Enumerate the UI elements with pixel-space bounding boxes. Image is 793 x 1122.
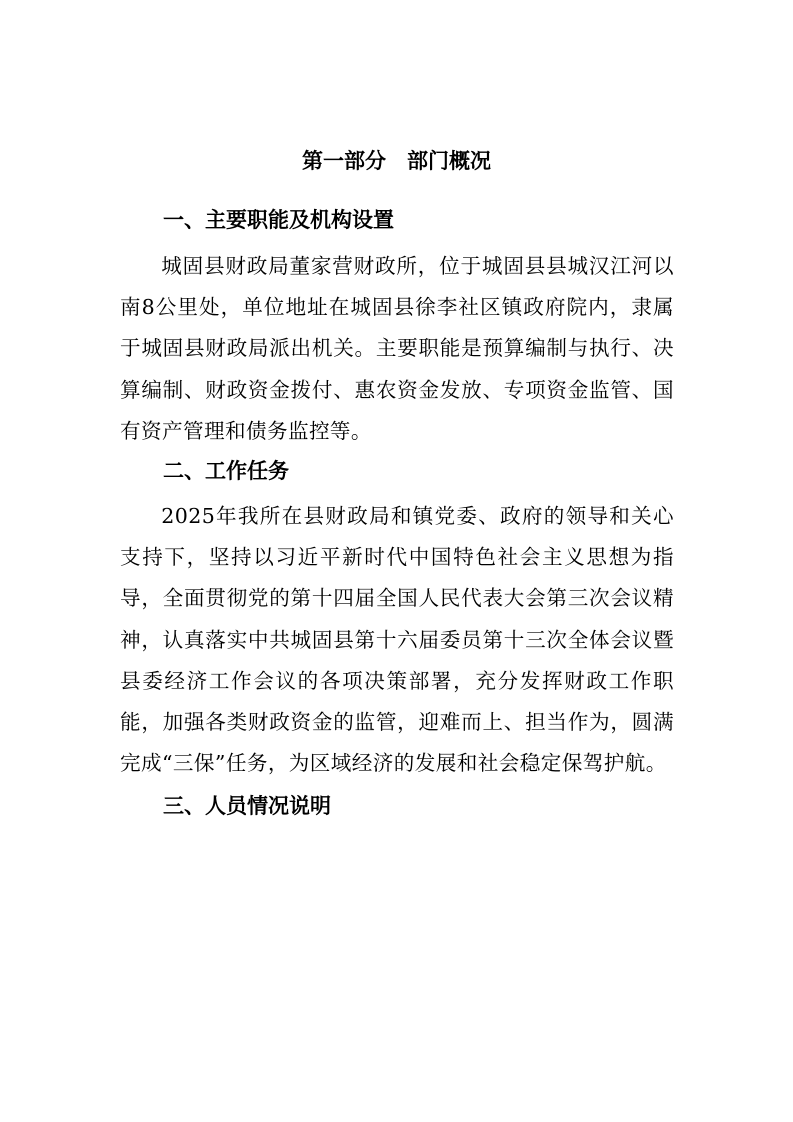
- section-paragraph-tasks: 2025年我所在县财政局和镇党委、政府的领导和关心支持下，坚持以习近平新时代中国特色社会主义思想为指导，全面贯彻党的第十四届全国人民代表大会第三次会议精神，认真落实中共城固县第十六届委员第十三次全体会议暨县委经济工作会议的各项决策部署，充分发挥财政工作职能，加强各类财政资金的监管，迎难而上、担当作为，圆满完成“三保”任务，为区域经济的发展和社会稳定保驾护航。: [120, 504, 674, 776]
- section-heading-tasks: 二、工作任务: [163, 459, 289, 483]
- section-paragraph-functions: 城固县财政局董家营财政所，位于城固县县城汉江河以南8公里处，单位地址在城固县徐李社区镇政府院内，隶属于城固县财政局派出机关。主要职能是预算编制与执行、决算编制、财政资金拨付、惠农资金发放、专项资金监管、国有资产管理和债务监控等。: [120, 254, 674, 443]
- section-heading-functions: 一、主要职能及机构设置: [163, 208, 394, 232]
- section-heading-personnel: 三、人员情况说明: [163, 794, 331, 818]
- page-title: 第一部分 部门概况: [302, 149, 491, 173]
